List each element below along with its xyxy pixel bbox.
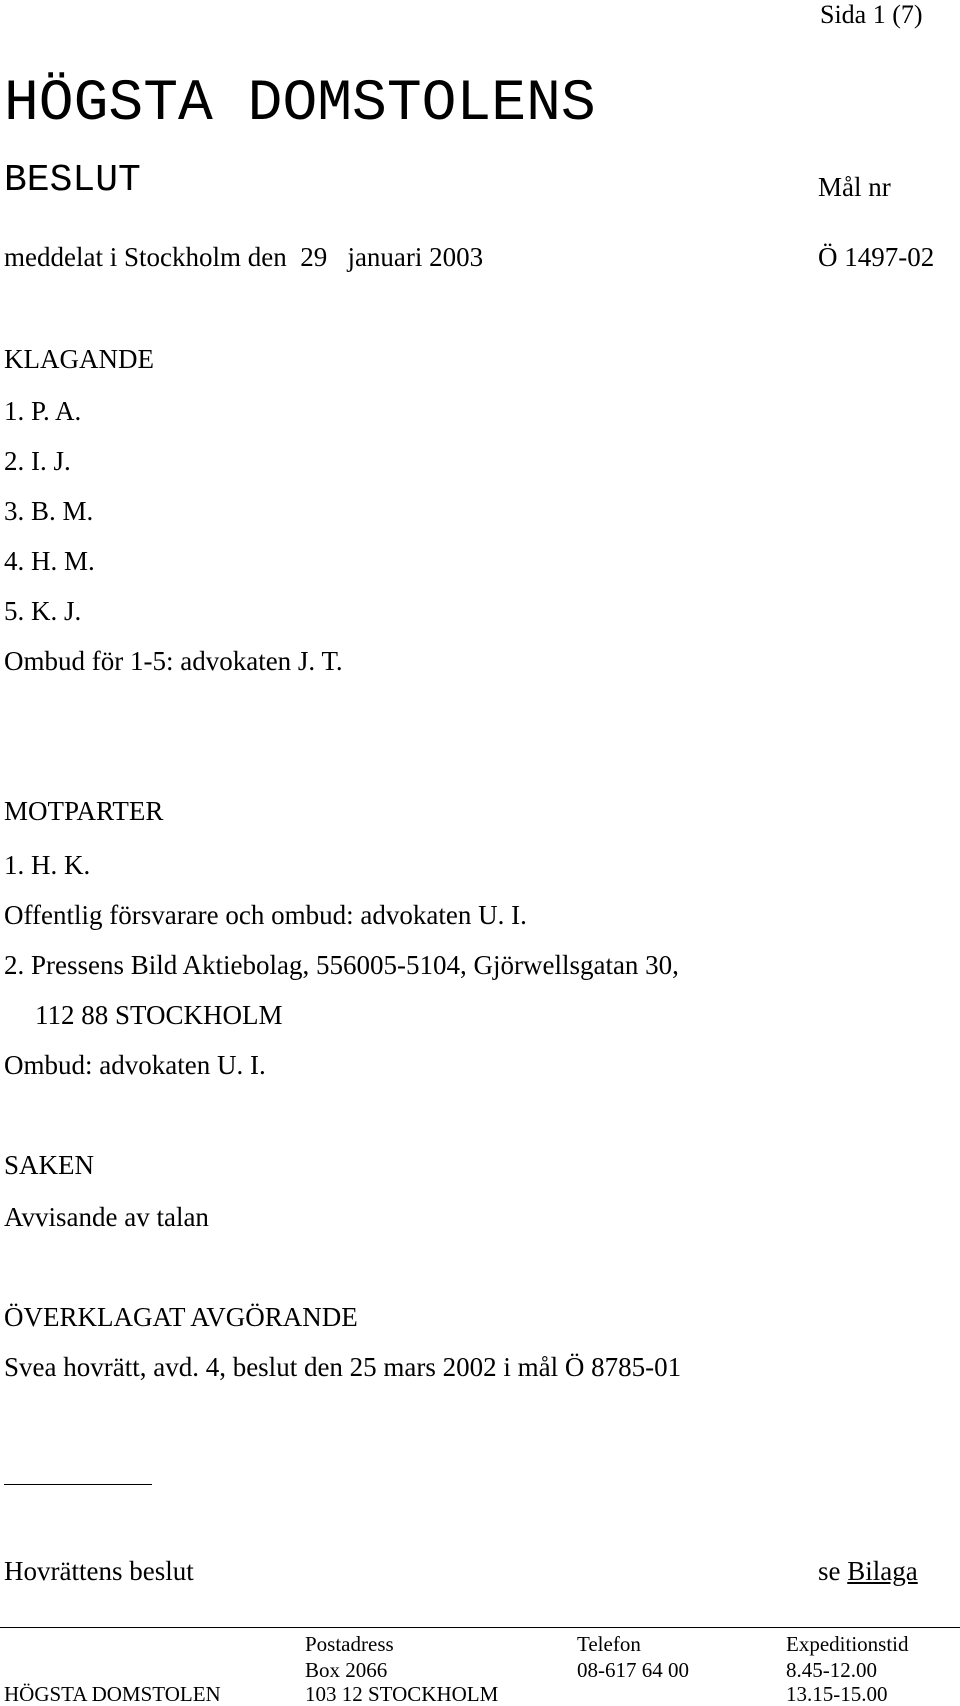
attachment-reference <box>818 1558 918 1585</box>
lower-court-decision-label: Hovrättens beslut <box>4 1556 194 1586</box>
footer-divider <box>0 1627 960 1628</box>
respondent-1-counsel: Offentlig försvarare och ombud: advokaten U. I. <box>4 900 527 930</box>
appellant-3: 3. B. M. <box>4 496 94 526</box>
respondent-1: 1. H. K. <box>4 850 91 880</box>
case-number-label: Mål nr <box>818 172 891 202</box>
appellant-1: 1. P. A. <box>4 396 82 426</box>
footer-court-name: HÖGSTA DOMSTOLEN <box>4 1682 221 1706</box>
office-hours-afternoon: 13.15-15.00 <box>786 1682 888 1706</box>
page-indicator: Sida 1 (7) <box>820 0 923 29</box>
appealed-decision-heading: ÖVERKLAGAT AVGÖRANDE <box>4 1302 358 1332</box>
office-hours-label: Expeditionstid <box>786 1632 909 1656</box>
office-hours-morning: 8.45-12.00 <box>786 1658 877 1682</box>
appealed-decision-text: Svea hovrätt, avd. 4, beslut den 25 mars 2002 i mål Ö 8785-01 <box>4 1352 682 1382</box>
decision-date: meddelat i Stockholm den 29 januari 2003 <box>4 242 484 272</box>
respondent-2-counsel: Ombud: advokaten U. I. <box>4 1050 266 1080</box>
court-title: HÖGSTA DOMSTOLENS <box>4 72 596 137</box>
respondents-heading: MOTPARTER <box>4 796 164 826</box>
document-type: BESLUT <box>4 159 141 202</box>
postal-address-label: Postadress <box>305 1632 394 1656</box>
attachment-link[interactable]: Bilaga <box>847 1556 918 1586</box>
phone-number: 08-617 64 00 <box>577 1658 689 1682</box>
appellants-counsel: Ombud för 1-5: advokaten J. T. <box>4 646 343 676</box>
appellant-2: 2. I. J. <box>4 446 71 476</box>
appellant-4: 4. H. M. <box>4 546 95 576</box>
see-prefix: se <box>818 1556 841 1586</box>
respondent-2-address: 112 88 STOCKHOLM <box>35 1000 283 1030</box>
case-number: Ö 1497-02 <box>818 242 935 272</box>
appellant-5: 5. K. J. <box>4 596 82 626</box>
matter-text: Avvisande av talan <box>4 1202 209 1232</box>
matter-heading: SAKEN <box>4 1150 95 1180</box>
section-divider <box>4 1484 152 1485</box>
postal-box: Box 2066 <box>305 1658 388 1682</box>
respondent-2: 2. Pressens Bild Aktiebolag, 556005-5104, Gjörwellsgatan 30, <box>4 950 679 980</box>
phone-label: Telefon <box>577 1632 641 1656</box>
postal-city: 103 12 STOCKHOLM <box>305 1682 499 1706</box>
appellants-heading: KLAGANDE <box>4 344 154 374</box>
